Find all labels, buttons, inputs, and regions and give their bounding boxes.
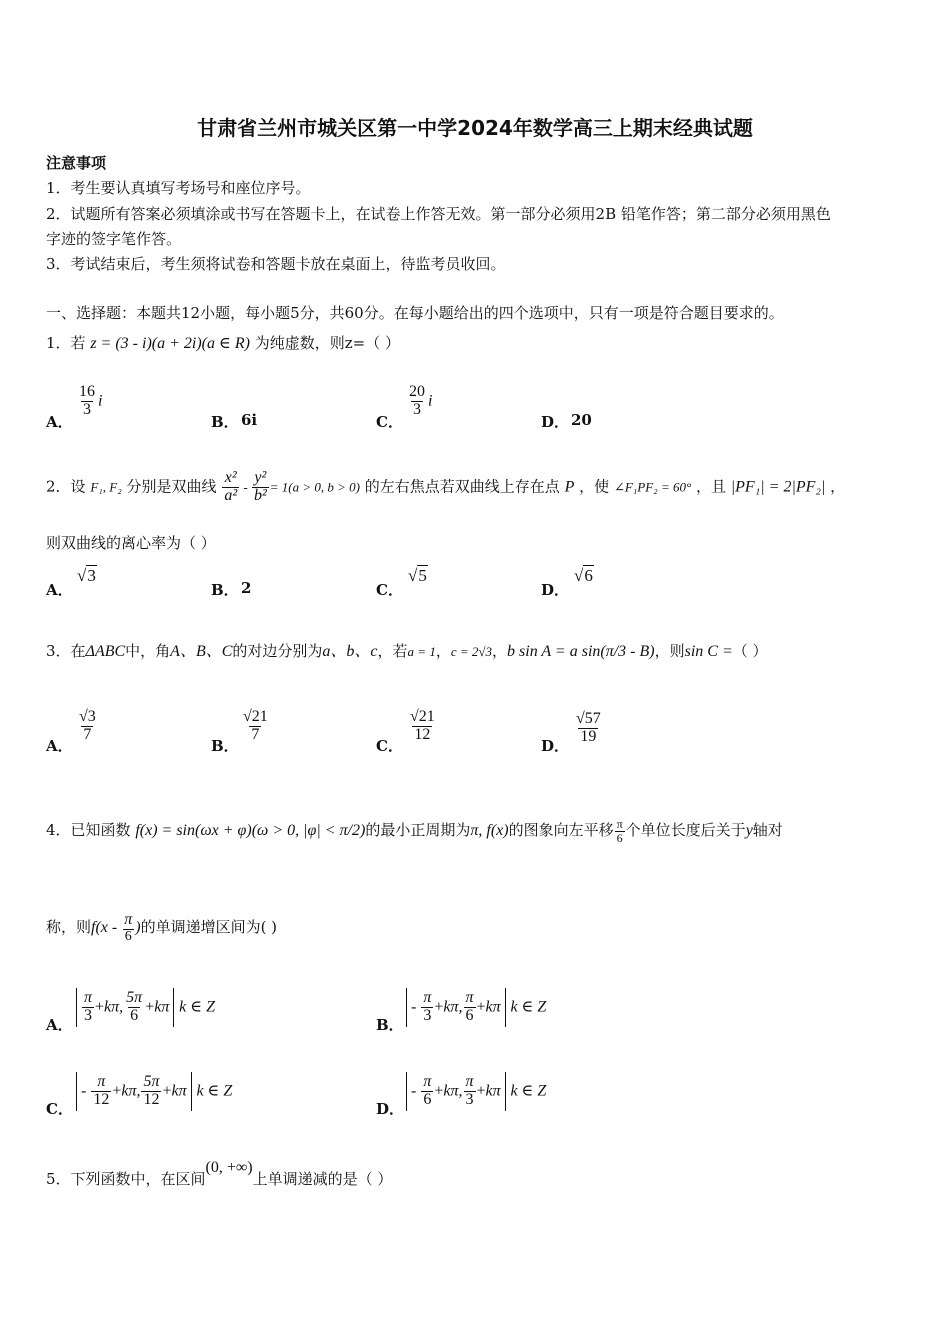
q3-option-b xyxy=(240,709,271,744)
radicand: 3 xyxy=(87,566,96,585)
notice-item: 字迹的签字笔作答。 xyxy=(46,230,182,248)
option-label: A． xyxy=(46,737,73,755)
frac-num: √21 xyxy=(410,708,435,725)
option-label: B． xyxy=(211,581,239,599)
frac-num: √21 xyxy=(243,708,268,725)
q3-ask: sin C = xyxy=(684,643,733,660)
q1-prefix: 1．若 xyxy=(46,334,86,352)
option-label: B． xyxy=(376,1016,404,1034)
q1-suffix: 为纯虚数，则z=（ ） xyxy=(254,334,400,352)
notice-heading: 注意事项 xyxy=(46,154,107,172)
q4-option-b: - $\frac{\pi}{3}$ +kπ, $\frac{\pi}{6}$ +kπ k ∈ Z xyxy=(406,988,546,1027)
q3-text: ，若 xyxy=(377,642,408,660)
notice-item: 3．考试结束后，考生须将试卷和答题卡放在桌面上，待监考员收回。 xyxy=(46,255,506,273)
option-label: A． xyxy=(46,413,73,431)
q4-line2: 称，则f(x - $\frac{\pi}{6}$ )的单调递增区间为( ) xyxy=(46,911,278,944)
q2-text: ， xyxy=(830,477,846,496)
frac-num: 16 xyxy=(79,383,95,400)
q4-tail: k ∈ Z xyxy=(510,998,547,1016)
option-label: C． xyxy=(376,413,403,431)
q2-line2: 则双曲线的离心率为（ ） xyxy=(46,534,216,552)
frac-den: 12 xyxy=(414,725,431,743)
q4-text: 称，则 xyxy=(46,918,92,937)
q2-option-d: √6 xyxy=(574,566,593,585)
q1-option-d: 20 xyxy=(571,411,592,429)
q1-a-tail: i xyxy=(98,392,103,410)
option-label: A． xyxy=(46,1016,73,1034)
q1-c-tail: i xyxy=(428,392,433,410)
q3-text: 中，角 xyxy=(125,642,171,660)
q3-text: （ ） xyxy=(732,642,768,660)
frac-den: 19 xyxy=(580,727,597,745)
q3-angles: A、B、C xyxy=(170,643,233,660)
frac-den: 7 xyxy=(83,725,92,743)
frac-num: 20 xyxy=(409,383,425,400)
option-label: C． xyxy=(376,581,403,599)
q1-expr: z = (3 - i)(a + 2i)(a ∈ R) xyxy=(90,335,250,352)
q4-option-c: - $\frac{\pi}{12}$ +kπ, $\frac{5\pi}{12}$ +kπ k ∈ Z xyxy=(76,1072,232,1111)
q2-angle: ∠F₁PF₂ = 60° xyxy=(613,479,692,495)
q5-prefix: 5．下列函数中，在区间 xyxy=(46,1170,206,1188)
q4-text: 轴对 xyxy=(752,821,783,840)
q4-tail: k ∈ Z xyxy=(196,1082,233,1100)
option-label: D． xyxy=(376,1100,405,1118)
q4-tail: k ∈ Z xyxy=(179,998,215,1016)
notice-item: 2．试题所有答案必须填涂或书写在答题卡上，在试卷上作答无效。第一部分必须用2B 铅笔作答；第二部分必须用黑色 xyxy=(46,205,831,223)
q3-option-d xyxy=(573,711,604,746)
q2-ratio: |PF₁| = 2|PF₂| xyxy=(730,478,826,496)
q4-text: 的最小正周期为 xyxy=(365,821,471,840)
q3-sides: a、b、c xyxy=(322,643,378,660)
q3-text: 的对边分别为 xyxy=(232,642,323,660)
page-title: 甘肃省兰州市城关区第一中学2024年数学高三上期末经典试题 xyxy=(197,116,753,140)
q2-option-a: √3 xyxy=(77,566,96,585)
option-label: A． xyxy=(46,581,73,599)
q2-point: P xyxy=(564,478,575,496)
q2-text: 分别是双曲线 xyxy=(126,477,217,496)
q2-option-b: 2 xyxy=(241,579,252,597)
q4-func: f(x) = sin(ωx + φ)(ω > 0, |φ| < π/2) xyxy=(135,822,366,840)
q3-option-a xyxy=(76,709,99,744)
q4-yaxis: y xyxy=(745,822,753,840)
question-1 xyxy=(46,332,400,353)
radicand: 5 xyxy=(418,566,427,585)
q4-period: π xyxy=(470,822,479,840)
option-label: C． xyxy=(46,1100,73,1118)
q3-prefix: 3．在 xyxy=(46,642,86,660)
q3-text: ， xyxy=(492,642,508,660)
frac-den: 7 xyxy=(251,725,260,743)
q2-cond: = 1(a > 0, b > 0) xyxy=(269,479,360,495)
q4-tail: k ∈ Z xyxy=(510,1082,547,1100)
section-heading: 一、选择题：本题共12小题，每小题5分，共60分。在每小题给出的四个选项中，只有一项是符合题目要求的。 xyxy=(46,304,784,322)
radicand: 6 xyxy=(584,566,593,585)
frac-num: √3 xyxy=(79,708,96,725)
frac-num: √57 xyxy=(576,710,601,727)
option-label: C． xyxy=(376,737,403,755)
q2-text: ，且 xyxy=(695,477,726,496)
q3-cond2: c = 2√3 xyxy=(450,644,493,659)
q4-prefix: 4．已知函数 xyxy=(46,821,131,840)
frac-den: 3 xyxy=(83,400,91,418)
option-label: B． xyxy=(211,413,239,431)
q2-text: 的左右焦点若双曲线上存在点 xyxy=(364,477,560,496)
q4-text: 的单调递增区间为( ) xyxy=(140,918,278,937)
q2-foci: F₁, F₂ xyxy=(90,479,122,495)
option-label: D． xyxy=(541,737,570,755)
q2-option-c: √5 xyxy=(408,566,427,585)
q2-prefix: 2．设 xyxy=(46,477,86,496)
option-label: D． xyxy=(541,413,570,431)
q3-option-c xyxy=(407,709,438,744)
q4-option-d: - $\frac{\pi}{6}$ +kπ, $\frac{\pi}{3}$ +kπ k ∈ Z xyxy=(406,1072,546,1111)
q3-cond1: a = 1 xyxy=(407,644,436,659)
q3-text: ， xyxy=(435,642,451,660)
option-label: B． xyxy=(211,737,239,755)
frac-den: 3 xyxy=(413,400,421,418)
question-3 xyxy=(46,638,768,661)
q5-interval: (0, +∞) xyxy=(205,1159,253,1176)
q4-text: 的图象向左平移 xyxy=(508,821,614,840)
question-2: 2．设 F₁, F₂ 分别是双曲线 $\frac{\text{x²}}{\text{a²}}$ - $\frac{\text{y²}}{\text{b²}}$ = 1(a > 0, b > 0) 的左右焦点若双曲线上存在点 P ，使 ∠F₁PF₂ = 60° ，且 |PF₁| = 2|PF₂| ， xyxy=(46,469,846,504)
q4-option-a: $\frac{\pi}{3}$ +kπ, $\frac{5\pi}{6}$ +kπ k ∈ Z xyxy=(76,988,215,1027)
q3-tri: ΔABC xyxy=(85,643,126,660)
q5-suffix: 上单调递减的是（ ） xyxy=(252,1170,393,1188)
question-4: 4．已知函数 f(x) = sin(ωx + φ)(ω > 0, |φ| < π/2)的最小正周期为π, f(x)的图象向左平移 $\frac{\pi}{6}$ 个单位长度后关于y轴对 xyxy=(46,817,783,845)
q3-eq: b sin A = a sin(π/3 - B) xyxy=(507,643,655,660)
question-5 xyxy=(46,1159,393,1189)
q1-option-a xyxy=(76,384,102,419)
q2-text: ，使 xyxy=(579,477,610,496)
notice-item: 1．考生要认真填写考场号和座位序号。 xyxy=(46,179,311,197)
option-label: D． xyxy=(541,581,570,599)
q1-option-c xyxy=(406,384,432,419)
q3-text: ，则 xyxy=(654,642,685,660)
q4-text: 个单位长度后关于 xyxy=(625,821,746,840)
q1-option-b: 6i xyxy=(241,411,258,429)
